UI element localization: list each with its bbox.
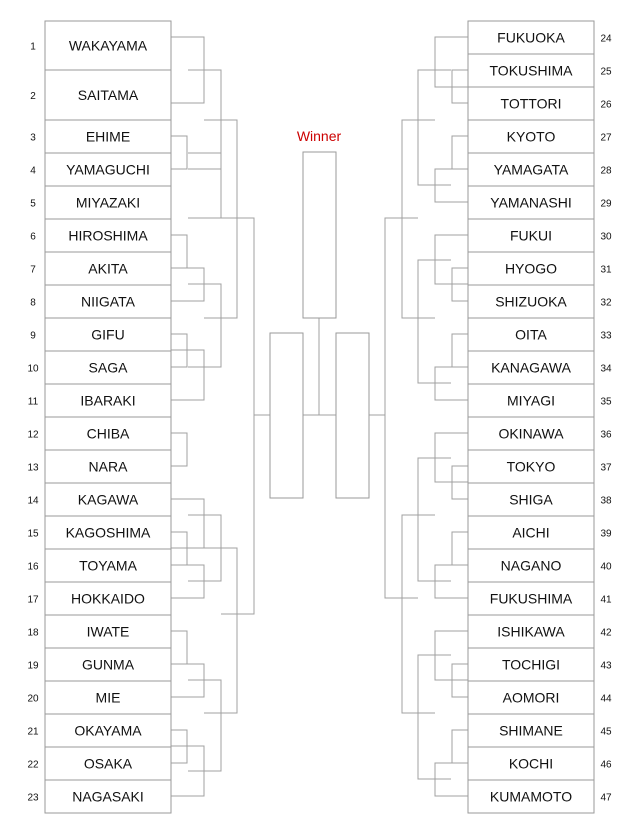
team-name: AICHI: [512, 524, 550, 541]
team-name: MIYAGI: [507, 392, 555, 409]
team-name: SHIZUOKA: [495, 293, 567, 310]
team-name: KYOTO: [506, 128, 556, 145]
team-name: WAKAYAMA: [68, 37, 148, 54]
team-name: IWATE: [86, 623, 130, 640]
winner-label: Winner: [296, 128, 342, 144]
seed-number: 33: [600, 330, 612, 342]
seed-number: 2: [30, 91, 36, 102]
team-name: TOKUSHIMA: [489, 62, 573, 79]
seed-number: 7: [30, 264, 36, 276]
seed-number: 29: [600, 198, 612, 210]
seed-number: 45: [600, 726, 612, 738]
left-bracket-teams: [27, 21, 171, 813]
team-name: GIFU: [91, 326, 125, 343]
seed-number: 10: [27, 363, 39, 375]
team-name: FUKUI: [510, 227, 552, 244]
seed-number: 37: [600, 462, 612, 474]
final-slot-left[interactable]: [270, 333, 303, 498]
team-name: TOYAMA: [79, 557, 137, 574]
seed-number: 44: [600, 693, 612, 705]
team-name: SAGA: [88, 359, 128, 376]
team-name: SHIGA: [509, 491, 553, 508]
winner-slot[interactable]: [303, 152, 336, 318]
seed-number: 25: [600, 66, 612, 78]
seed-number: 22: [27, 759, 39, 771]
seed-number: 3: [30, 132, 36, 144]
seed-number: 12: [27, 429, 39, 441]
seed-number: 20: [27, 693, 39, 705]
team-name: KOCHI: [508, 755, 554, 772]
seed-number: 43: [600, 660, 612, 672]
team-name: CHIBA: [86, 425, 130, 442]
seed-number: 35: [600, 396, 612, 408]
team-name: EHIME: [85, 128, 131, 145]
team-name: SAITAMA: [77, 87, 139, 103]
seed-number: 47: [600, 792, 612, 804]
seed-number: 4: [30, 165, 36, 177]
team-name: HYOGO: [504, 260, 558, 277]
team-name: FUKUSHIMA: [489, 590, 573, 607]
team-name: SHIMANE: [499, 722, 563, 739]
team-name: OKAYAMA: [74, 722, 142, 739]
seed-number: 40: [600, 561, 612, 573]
bracket-connector: [188, 153, 221, 218]
seed-number: 21: [27, 726, 39, 738]
final-area: [270, 128, 369, 498]
seed-number: 41: [600, 594, 612, 606]
seed-number: 18: [27, 627, 39, 639]
seed-number: 36: [600, 429, 612, 441]
team-name: GUNMA: [81, 656, 135, 673]
team-name: TOTTORI: [500, 95, 562, 112]
seed-number: 6: [30, 231, 36, 243]
seed-number: 24: [600, 33, 612, 45]
seed-number: 26: [600, 99, 612, 111]
seed-number: 31: [600, 264, 612, 276]
team-name: KAGOSHIMA: [65, 524, 151, 541]
team-name: NARA: [88, 458, 128, 475]
seed-number: 28: [600, 165, 612, 177]
final-slot-right[interactable]: [336, 333, 369, 498]
right-bracket-teams: [468, 21, 612, 813]
seed-number: 23: [27, 792, 39, 804]
seed-number: 32: [600, 297, 612, 309]
team-name: HOKKAIDO: [71, 590, 145, 607]
team-name: OSAKA: [83, 755, 133, 772]
team-name: NIIGATA: [81, 293, 135, 310]
seed-number: 16: [27, 561, 39, 573]
seed-number: 8: [30, 297, 36, 309]
seed-number: 30: [600, 231, 612, 243]
team-name: YAMAGUCHI: [66, 161, 150, 178]
seed-number: 42: [600, 627, 612, 639]
team-name: IBARAKI: [80, 392, 136, 409]
seed-number: 27: [600, 132, 612, 144]
team-name: ISHIKAWA: [497, 623, 565, 640]
team-name: YAMANASHI: [490, 194, 572, 211]
team-name: HIROSHIMA: [68, 227, 148, 244]
seed-number: 9: [30, 330, 36, 342]
team-name: NAGASAKI: [72, 788, 144, 805]
seed-number: 19: [27, 660, 39, 672]
team-name: FUKUOKA: [497, 29, 565, 46]
seed-number: 15: [27, 528, 39, 540]
team-name: KAGAWA: [77, 491, 139, 508]
seed-number: 14: [27, 495, 39, 507]
seed-number: 39: [600, 528, 612, 540]
team-name: AKITA: [88, 260, 128, 277]
seed-number: 34: [600, 363, 612, 375]
seed-number: 1: [30, 41, 36, 53]
team-name: OITA: [515, 326, 547, 343]
team-name: KANAGAWA: [491, 359, 571, 376]
team-name: MIE: [95, 689, 121, 706]
seed-number: 13: [27, 462, 39, 474]
team-name: TOKYO: [506, 458, 556, 475]
team-name: TOCHIGI: [501, 656, 561, 673]
team-name: KUMAMOTO: [489, 788, 573, 805]
seed-number: 46: [600, 759, 612, 771]
seed-number: 11: [27, 396, 39, 408]
team-name: YAMAGATA: [493, 161, 569, 178]
seed-number: 38: [600, 495, 612, 507]
team-name: NAGANO: [500, 557, 562, 574]
team-name: OKINAWA: [498, 425, 564, 442]
bracket-connectors: [154, 37, 485, 796]
team-name: MIYAZAKI: [75, 194, 141, 211]
seed-number: 5: [30, 198, 36, 210]
seed-number: 17: [27, 594, 39, 606]
team-name: AOMORI: [502, 689, 560, 706]
